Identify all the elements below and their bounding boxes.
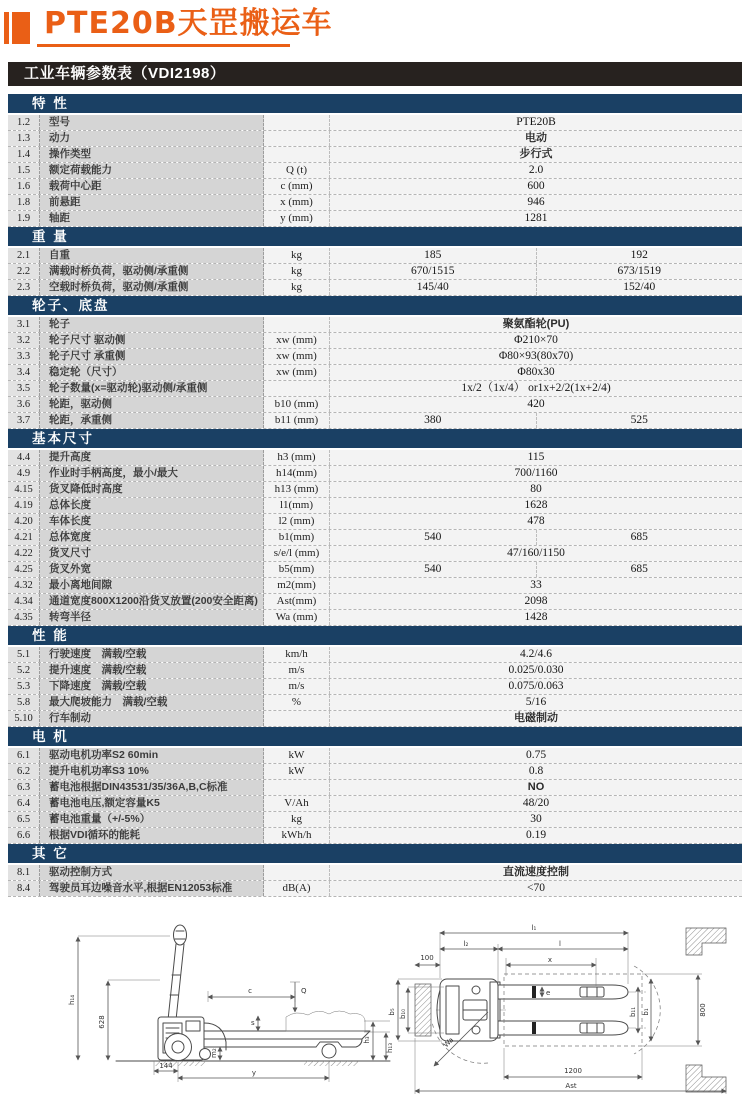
row-value: 0.8 <box>528 765 544 777</box>
row-number: 5.3 <box>8 679 40 694</box>
row-value: 4.2/4.6 <box>520 648 552 660</box>
top-view-drawing <box>388 920 748 1100</box>
row-value: 1628 <box>524 499 548 511</box>
row-number: 2.2 <box>8 264 40 279</box>
row-label: 轮子 <box>40 317 264 332</box>
page-title-block <box>4 8 333 44</box>
row-value: 670/1515 <box>411 265 455 277</box>
row-values <box>330 397 742 412</box>
row-value: PTE20B <box>516 116 556 128</box>
row-label: 轮子数量(x=驱动轮)驱动侧/承重侧 <box>40 381 264 396</box>
row-label: 自重 <box>40 248 264 263</box>
row-values <box>330 812 742 827</box>
row-value: 540 <box>424 563 442 575</box>
spec-row-5.10 <box>8 711 742 727</box>
spec-row-4.15 <box>8 482 742 498</box>
row-number: 5.2 <box>8 663 40 678</box>
spec-row-4.19 <box>8 498 742 514</box>
row-values <box>330 482 742 497</box>
row-values <box>330 546 742 561</box>
row-unit: kg <box>264 280 330 295</box>
row-values <box>330 195 742 210</box>
spec-row-3.1 <box>8 317 742 333</box>
dim-l2: l₂ <box>463 940 469 948</box>
row-number: 3.2 <box>8 333 40 348</box>
row-number: 5.8 <box>8 695 40 710</box>
row-values <box>330 865 742 880</box>
row-unit: m/s <box>264 663 330 678</box>
row-value: 685 <box>536 562 743 577</box>
dim-628: 628 <box>98 1015 106 1029</box>
spec-row-8.4 <box>8 881 742 897</box>
row-label: 最小离地间隙 <box>40 578 264 593</box>
row-unit: l1(mm) <box>264 498 330 513</box>
row-unit <box>264 317 330 332</box>
row-values <box>330 828 742 843</box>
row-values <box>330 695 742 710</box>
row-values <box>330 147 742 162</box>
row-number: 4.21 <box>8 530 40 545</box>
row-number: 6.4 <box>8 796 40 811</box>
spec-row-4.21 <box>8 530 742 546</box>
row-label: 行驶速度 满载/空载 <box>40 647 264 662</box>
row-values <box>330 647 742 662</box>
row-values <box>330 562 742 577</box>
row-label: 动力 <box>40 131 264 146</box>
row-value: 33 <box>530 579 542 591</box>
dim-b5: b₅ <box>388 1008 396 1016</box>
row-label: 驱动电机功率S2 60min <box>40 748 264 763</box>
row-number: 3.4 <box>8 365 40 380</box>
orange-marker-icon <box>4 12 30 44</box>
row-values <box>330 881 742 896</box>
row-label: 转弯半径 <box>40 610 264 625</box>
row-number: 8.1 <box>8 865 40 880</box>
row-values <box>330 466 742 481</box>
row-value: 420 <box>527 398 545 410</box>
row-unit: b1(mm) <box>264 530 330 545</box>
row-values <box>330 578 742 593</box>
dim-h14: h₁₄ <box>68 994 76 1006</box>
row-values <box>330 498 742 513</box>
row-unit: Wa (mm) <box>264 610 330 625</box>
spec-row-3.3 <box>8 349 742 365</box>
spec-row-2.1 <box>8 248 742 264</box>
spec-row-3.7 <box>8 413 742 429</box>
spec-row-6.4 <box>8 796 742 812</box>
row-number: 4.4 <box>8 450 40 465</box>
row-values <box>330 211 742 226</box>
row-value: 48/20 <box>522 797 550 809</box>
row-values <box>330 711 742 726</box>
row-label: 轮距，承重侧 <box>40 413 264 428</box>
row-value: 700/1160 <box>514 467 558 479</box>
spec-row-1.8 <box>8 195 742 211</box>
spec-row-4.25 <box>8 562 742 578</box>
row-value: 47/160/1150 <box>507 547 565 559</box>
row-label: 驾驶员耳边噪音水平,根据EN12053标准 <box>40 881 264 896</box>
row-unit: kW <box>264 764 330 779</box>
row-values <box>330 796 742 811</box>
dim-144: 144 <box>159 1062 173 1070</box>
row-value: 685 <box>536 530 743 545</box>
row-label: 总体长度 <box>40 498 264 513</box>
row-value: 2098 <box>524 595 548 607</box>
row-values <box>330 514 742 529</box>
row-value: 673/1519 <box>536 264 743 279</box>
title-underline <box>37 44 290 47</box>
row-label: 轴距 <box>40 211 264 226</box>
row-label: 提升电机功率S3 10% <box>40 764 264 779</box>
parameter-table-header: 工业车辆参数表（VDI2198） <box>8 62 742 86</box>
row-number: 1.2 <box>8 115 40 130</box>
spec-row-5.3 <box>8 679 742 695</box>
row-unit: V/Ah <box>264 796 330 811</box>
row-value: 0.19 <box>525 829 547 841</box>
row-values <box>330 381 742 396</box>
spec-row-4.35 <box>8 610 742 626</box>
row-label: 额定荷载能力 <box>40 163 264 178</box>
row-values <box>330 115 742 130</box>
section-header-5: 性 能 <box>8 626 742 647</box>
row-label: 总体宽度 <box>40 530 264 545</box>
row-unit <box>264 780 330 795</box>
dim-b1: b₁ <box>642 1008 650 1016</box>
row-unit: b5(mm) <box>264 562 330 577</box>
row-number: 4.9 <box>8 466 40 481</box>
row-number: 4.15 <box>8 482 40 497</box>
row-values <box>330 594 742 609</box>
section-header-7: 其 它 <box>8 844 742 865</box>
spec-row-2.2 <box>8 264 742 280</box>
spec-row-3.2 <box>8 333 742 349</box>
dim-q: Q <box>301 987 307 995</box>
row-number: 4.19 <box>8 498 40 513</box>
row-label: 轮子尺寸 驱动侧 <box>40 333 264 348</box>
section-header-3: 轮子、底盘 <box>8 296 742 317</box>
spec-row-2.3 <box>8 280 742 296</box>
row-value: 电磁制动 <box>514 712 558 724</box>
spec-row-6.5 <box>8 812 742 828</box>
spec-row-4.4 <box>8 450 742 466</box>
row-label: 载荷中心距 <box>40 179 264 194</box>
row-label: 货叉外宽 <box>40 562 264 577</box>
row-values <box>330 131 742 146</box>
row-value: 115 <box>527 451 545 463</box>
spec-row-5.1 <box>8 647 742 663</box>
row-label: 蓄电池电压,额定容量K5 <box>40 796 264 811</box>
row-value: 直流速度控制 <box>503 866 569 878</box>
row-values <box>330 679 742 694</box>
row-number: 3.7 <box>8 413 40 428</box>
row-label: 通道宽度800X1200沿货叉放置(200安全距离) <box>40 594 264 609</box>
spec-row-1.3 <box>8 131 742 147</box>
row-unit: b10 (mm) <box>264 397 330 412</box>
row-value: 聚氨酯轮(PU) <box>502 318 570 330</box>
row-label: 蓄电池重量（+/-5%） <box>40 812 264 827</box>
row-value: 5/16 <box>525 696 547 708</box>
row-values <box>330 349 742 364</box>
row-value: 1428 <box>524 611 548 623</box>
row-values <box>330 333 742 348</box>
row-unit: m2(mm) <box>264 578 330 593</box>
row-number: 6.3 <box>8 780 40 795</box>
row-value: 600 <box>527 180 545 192</box>
dim-h13: h₁₃ <box>386 1042 394 1054</box>
row-label: 根据VDI循环的能耗 <box>40 828 264 843</box>
dim-ast: Ast <box>565 1082 577 1090</box>
row-unit <box>264 115 330 130</box>
row-unit: b11 (mm) <box>264 413 330 428</box>
row-values <box>330 413 742 428</box>
row-number: 6.5 <box>8 812 40 827</box>
row-values <box>330 764 742 779</box>
row-number: 4.32 <box>8 578 40 593</box>
row-unit: kg <box>264 812 330 827</box>
row-number: 6.6 <box>8 828 40 843</box>
row-value: 380 <box>424 414 442 426</box>
section-header-1: 特 性 <box>8 94 742 115</box>
dim-c: c <box>248 987 252 995</box>
row-values <box>330 248 742 263</box>
row-unit: xw (mm) <box>264 333 330 348</box>
row-unit <box>264 131 330 146</box>
row-value: Φ210×70 <box>514 334 558 346</box>
row-label: 行车制动 <box>40 711 264 726</box>
spec-row-4.20 <box>8 514 742 530</box>
spec-row-3.5 <box>8 381 742 397</box>
spec-row-1.9 <box>8 211 742 227</box>
row-number: 4.25 <box>8 562 40 577</box>
spec-row-1.5 <box>8 163 742 179</box>
row-unit: l2 (mm) <box>264 514 330 529</box>
spec-row-4.9 <box>8 466 742 482</box>
row-number: 3.1 <box>8 317 40 332</box>
spec-row-6.3 <box>8 780 742 796</box>
row-unit <box>264 381 330 396</box>
row-value: 0.75 <box>525 749 547 761</box>
row-values <box>330 663 742 678</box>
row-number: 6.1 <box>8 748 40 763</box>
spec-row-6.2 <box>8 764 742 780</box>
row-value: 电动 <box>525 132 547 144</box>
row-number: 2.3 <box>8 280 40 295</box>
row-label: 轮距，驱动侧 <box>40 397 264 412</box>
row-label: 提升速度 满载/空载 <box>40 663 264 678</box>
row-number: 4.22 <box>8 546 40 561</box>
spec-row-5.8 <box>8 695 742 711</box>
row-unit: s/e/l (mm) <box>264 546 330 561</box>
row-unit: xw (mm) <box>264 365 330 380</box>
row-values <box>330 610 742 625</box>
row-value: 2.0 <box>528 164 544 176</box>
row-values <box>330 748 742 763</box>
row-label: 操作类型 <box>40 147 264 162</box>
row-value: 152/40 <box>536 280 743 295</box>
row-value: 步行式 <box>519 148 553 160</box>
row-label: 下降速度 满载/空载 <box>40 679 264 694</box>
row-values <box>330 280 742 295</box>
row-unit: c (mm) <box>264 179 330 194</box>
row-label: 最大爬坡能力 满载/空载 <box>40 695 264 710</box>
spec-row-3.6 <box>8 397 742 413</box>
dim-100: 100 <box>420 954 434 962</box>
row-values <box>330 163 742 178</box>
row-value: 185 <box>424 249 442 261</box>
row-label: 前悬距 <box>40 195 264 210</box>
row-value: 1x/2（1x/4） or1x+2/2(1x+2/4) <box>461 382 611 394</box>
row-unit: kW <box>264 748 330 763</box>
row-values <box>330 264 742 279</box>
dim-m2: m₂ <box>210 1048 218 1058</box>
row-number: 1.4 <box>8 147 40 162</box>
row-label: 型号 <box>40 115 264 130</box>
row-values <box>330 450 742 465</box>
spec-row-4.32 <box>8 578 742 594</box>
row-value: 30 <box>530 813 542 825</box>
row-number: 4.20 <box>8 514 40 529</box>
dim-800: 800 <box>699 1003 707 1017</box>
row-value: 525 <box>536 413 743 428</box>
spec-row-1.6 <box>8 179 742 195</box>
row-label: 轮子尺寸 承重侧 <box>40 349 264 364</box>
row-label: 蓄电池根据DIN43531/35/36A,B,C标准 <box>40 780 264 795</box>
spec-row-5.2 <box>8 663 742 679</box>
row-number: 6.2 <box>8 764 40 779</box>
row-unit: m/s <box>264 679 330 694</box>
row-value: 1281 <box>524 212 548 224</box>
row-value: 80 <box>530 483 542 495</box>
spec-row-1.4 <box>8 147 742 163</box>
row-label: 货叉降低时高度 <box>40 482 264 497</box>
row-label: 空载时桥负荷，驱动侧/承重侧 <box>40 280 264 295</box>
page-title: PTE20B天罡搬运车 <box>44 6 333 41</box>
spec-table <box>8 94 742 897</box>
row-number: 4.35 <box>8 610 40 625</box>
row-values <box>330 780 742 795</box>
row-unit: Q (t) <box>264 163 330 178</box>
dim-l: l <box>559 940 561 948</box>
row-number: 1.5 <box>8 163 40 178</box>
row-unit: km/h <box>264 647 330 662</box>
row-unit: x (mm) <box>264 195 330 210</box>
spec-row-4.34 <box>8 594 742 610</box>
row-value: 145/40 <box>416 281 449 293</box>
row-value: Φ80x30 <box>517 366 555 378</box>
dim-h3: h₃ <box>363 1036 371 1044</box>
row-label: 作业时手柄高度，最小/最大 <box>40 466 264 481</box>
dim-x: x <box>547 956 553 964</box>
row-unit <box>264 147 330 162</box>
row-value: 946 <box>527 196 545 208</box>
row-value: 192 <box>536 248 743 263</box>
row-unit: % <box>264 695 330 710</box>
row-value: 540 <box>424 531 442 543</box>
row-number: 3.3 <box>8 349 40 364</box>
row-values <box>330 365 742 380</box>
row-value: 0.075/0.063 <box>508 680 564 692</box>
row-number: 5.10 <box>8 711 40 726</box>
row-number: 4.34 <box>8 594 40 609</box>
dim-b10: b₁₀ <box>399 1008 407 1020</box>
row-number: 3.6 <box>8 397 40 412</box>
section-header-2: 重 量 <box>8 227 742 248</box>
dim-e: e <box>546 989 551 997</box>
row-values <box>330 530 742 545</box>
spec-row-3.4 <box>8 365 742 381</box>
dim-1200: 1200 <box>564 1067 582 1075</box>
dim-y: y <box>251 1069 257 1077</box>
row-unit: h3 (mm) <box>264 450 330 465</box>
row-number: 2.1 <box>8 248 40 263</box>
dim-l1: l₁ <box>531 924 537 932</box>
spec-row-1.2 <box>8 115 742 131</box>
row-label: 驱动控制方式 <box>40 865 264 880</box>
row-unit: y (mm) <box>264 211 330 226</box>
row-unit: dB(A) <box>264 881 330 896</box>
row-unit: kWh/h <box>264 828 330 843</box>
row-value: <70 <box>527 882 545 894</box>
row-number: 3.5 <box>8 381 40 396</box>
spec-row-6.6 <box>8 828 742 844</box>
row-unit: kg <box>264 248 330 263</box>
row-label: 稳定轮（尺寸） <box>40 365 264 380</box>
dim-b11: b₁₁ <box>629 1006 637 1018</box>
spec-row-8.1 <box>8 865 742 881</box>
row-unit <box>264 711 330 726</box>
row-label: 车体长度 <box>40 514 264 529</box>
row-values <box>330 179 742 194</box>
row-number: 1.8 <box>8 195 40 210</box>
row-label: 满载时桥负荷，驱动侧/承重侧 <box>40 264 264 279</box>
row-value: 478 <box>527 515 545 527</box>
row-value: 0.025/0.030 <box>508 664 564 676</box>
dim-wa: Wa <box>441 1035 456 1050</box>
row-values <box>330 317 742 332</box>
row-unit: h13 (mm) <box>264 482 330 497</box>
row-value: Φ80×93(80x70) <box>498 350 574 362</box>
spec-row-6.1 <box>8 748 742 764</box>
row-value: NO <box>527 781 545 793</box>
row-unit <box>264 865 330 880</box>
row-label: 货叉尺寸 <box>40 546 264 561</box>
section-header-6: 电 机 <box>8 727 742 748</box>
row-unit: xw (mm) <box>264 349 330 364</box>
row-unit: kg <box>264 264 330 279</box>
spec-row-4.22 <box>8 546 742 562</box>
row-unit: Ast(mm) <box>264 594 330 609</box>
row-number: 1.3 <box>8 131 40 146</box>
row-number: 1.9 <box>8 211 40 226</box>
row-number: 8.4 <box>8 881 40 896</box>
row-unit: h14(mm) <box>264 466 330 481</box>
row-label: 提升高度 <box>40 450 264 465</box>
dim-s: s <box>251 1019 255 1027</box>
row-number: 1.6 <box>8 179 40 194</box>
row-number: 5.1 <box>8 647 40 662</box>
side-view-drawing <box>58 920 393 1100</box>
technical-drawings <box>0 915 750 1100</box>
section-header-4: 基本尺寸 <box>8 429 742 450</box>
